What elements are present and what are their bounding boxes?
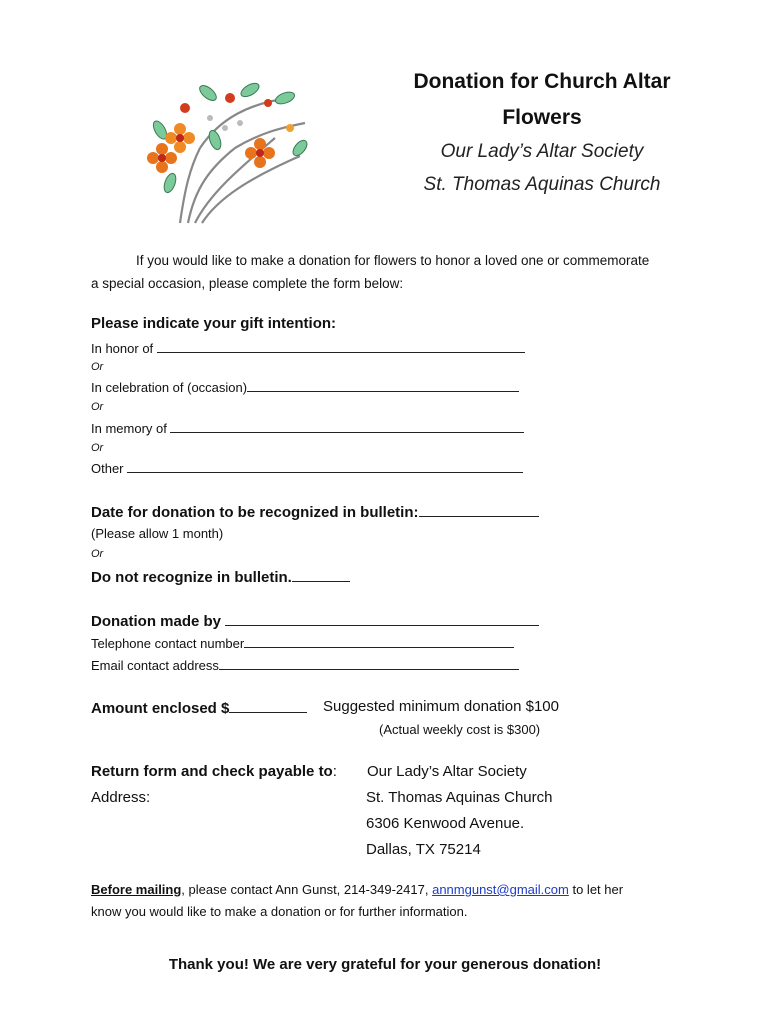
return-label: Return form and check payable to: [91, 763, 333, 780]
email-label: Email contact address: [91, 658, 219, 673]
contact-text2: to let her: [568, 882, 624, 897]
church-name: St. Thomas Aquinas Church: [423, 174, 661, 195]
suggested-minimum: Suggested minimum donation $100: [323, 698, 559, 715]
celebration-label: In celebration of (occasion): [91, 380, 248, 395]
address-line1: St. Thomas Aquinas Church: [366, 789, 553, 806]
address-line2: 6306 Kenwood Avenue.: [366, 815, 525, 832]
no-recognize-label: Do not recognize in bulletin.: [91, 569, 292, 586]
address-line3: Dallas, TX 75214: [366, 841, 481, 858]
other-label: Other: [91, 461, 124, 476]
intro-line1: If you would like to make a donation for flowers to honor a loved one or commemorate: [136, 253, 650, 268]
thank-you: Thank you! We are very grateful for your generous donation!: [168, 956, 602, 973]
address-label: Address:: [91, 789, 151, 806]
contact-line2: know you would like to make a donation or for further information.: [91, 904, 468, 919]
made-by-row: [91, 612, 539, 630]
contact-text1: , please contact Ann Gunst, 214-349-2417,: [181, 882, 433, 897]
phone-label: Telephone contact number: [91, 636, 245, 651]
made-by-field[interactable]: [225, 612, 539, 626]
amount-field[interactable]: [229, 699, 307, 713]
page-title-line2: Flowers: [502, 106, 582, 129]
made-by-label: Donation made by: [91, 613, 222, 630]
memory-row: [91, 420, 524, 436]
no-recognize-row: [91, 568, 350, 586]
honor-row: [91, 340, 525, 356]
celebration-row: [91, 379, 519, 395]
no-recognize-field[interactable]: [292, 568, 350, 582]
bulletin-date-label: Date for donation to be recognized in bulletin:: [91, 504, 419, 521]
contact-email-link[interactable]: annmgunst@gmail.com: [432, 882, 569, 897]
memory-field[interactable]: [170, 420, 524, 433]
other-row: [91, 460, 523, 476]
phone-row: [91, 635, 514, 651]
return-colon: :: [332, 763, 337, 780]
amount-label: Amount enclosed $: [91, 700, 230, 717]
celebration-field[interactable]: [247, 379, 519, 392]
or-text: Or: [91, 442, 104, 454]
or-text: Or: [91, 401, 104, 413]
honor-field[interactable]: [157, 340, 525, 353]
allow-note: (Please allow 1 month): [91, 526, 224, 541]
bulletin-date-field[interactable]: [419, 503, 539, 517]
email-row: [91, 657, 519, 673]
amount-row: [91, 699, 307, 717]
other-field[interactable]: [127, 460, 523, 473]
or-text: Or: [91, 361, 104, 373]
phone-field[interactable]: [244, 635, 514, 648]
honor-label: In honor of: [91, 341, 154, 356]
email-field[interactable]: [219, 657, 519, 670]
or-text: Or: [91, 548, 104, 560]
payee-name: Our Lady’s Altar Society: [367, 763, 527, 780]
page-title-line1: Donation for Church Altar: [413, 70, 671, 93]
contact-line1: [91, 882, 623, 897]
before-mailing: Before mailing: [91, 882, 182, 897]
gift-heading: Please indicate your gift intention:: [91, 315, 337, 332]
weekly-cost-note: (Actual weekly cost is $300): [379, 722, 541, 737]
return-label-row: [91, 763, 337, 780]
bulletin-date-row: [91, 503, 539, 521]
memory-label: In memory of: [91, 421, 167, 436]
intro-line2: a special occasion, please complete the form below:: [91, 276, 404, 291]
flower-bouquet-icon: [140, 78, 315, 230]
society-name: Our Lady’s Altar Society: [440, 141, 644, 162]
